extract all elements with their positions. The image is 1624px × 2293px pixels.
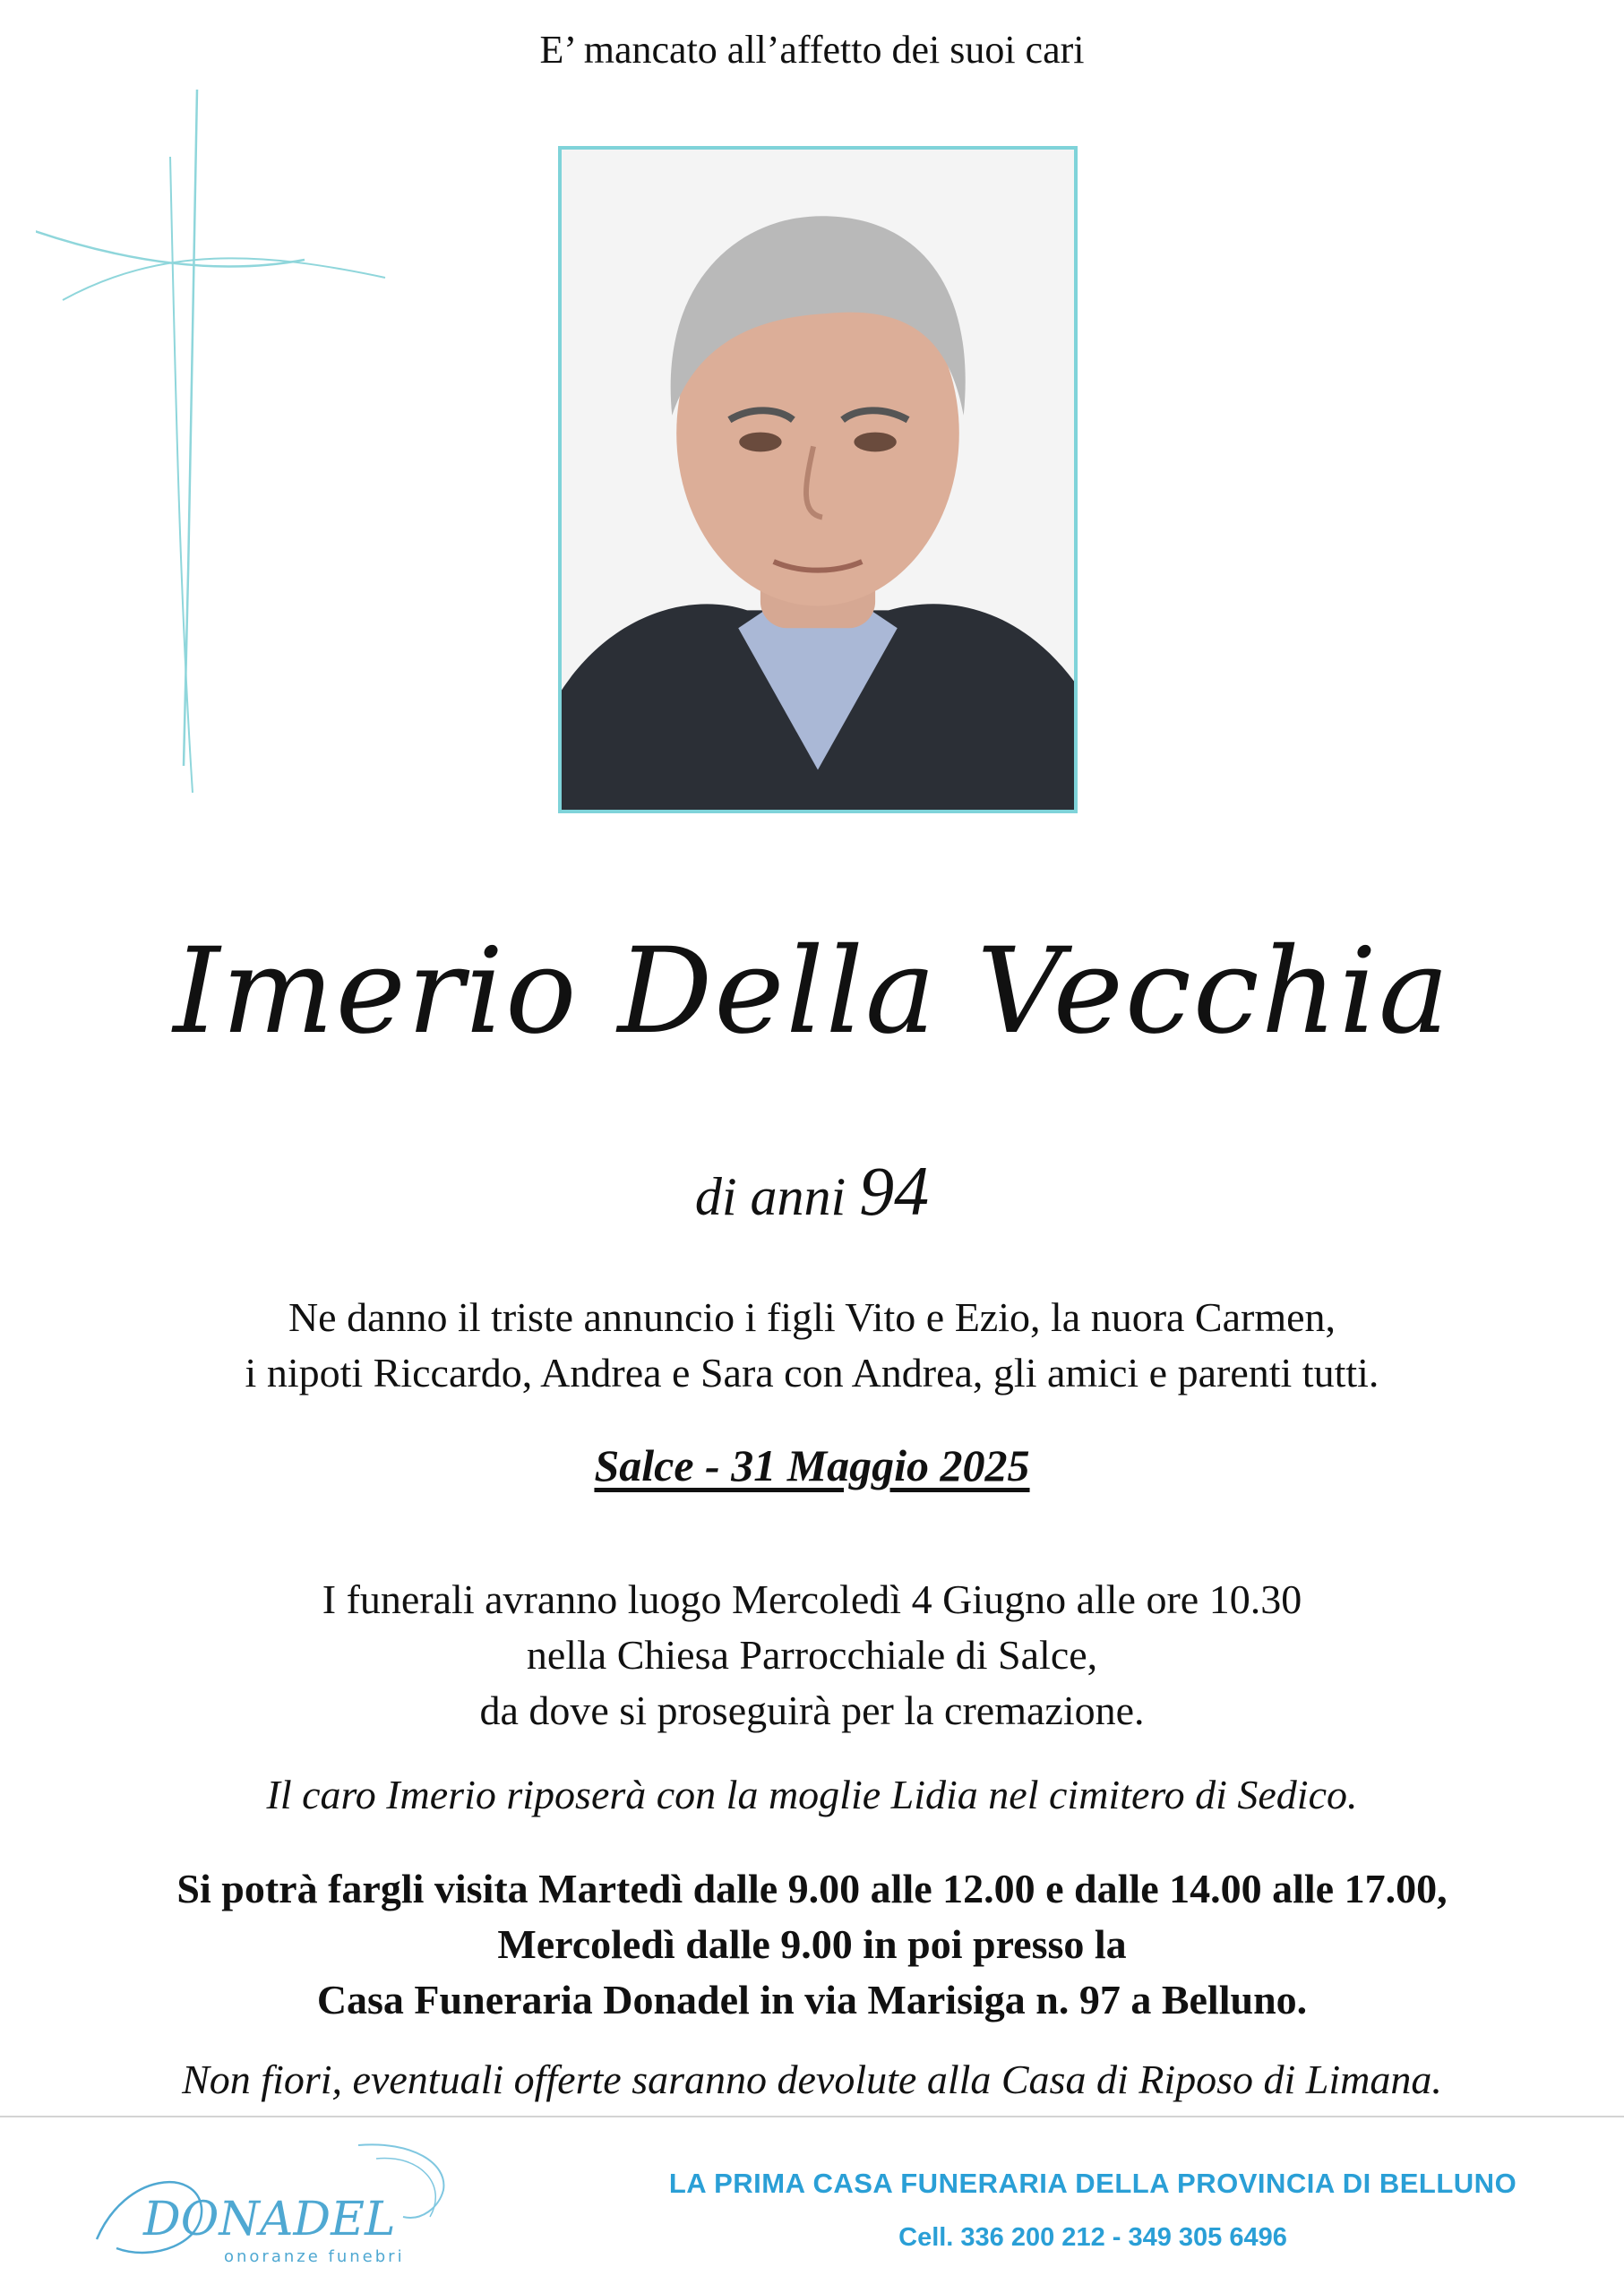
funeral-info <box>0 1572 1624 1739</box>
age-value: 94 <box>859 1152 930 1230</box>
age-prefix: di anni <box>694 1167 846 1226</box>
funeral-line: nella Chiesa Parrocchiale di Salce, <box>526 1632 1098 1678</box>
flowers-note: Non fiori, eventuali offerte saranno devolute alla Casa di Riposo di Limana. <box>182 2057 1442 2102</box>
footer-divider <box>0 2116 1624 2117</box>
intro-text: E’ mancato all’affetto dei suoi cari <box>539 28 1085 72</box>
place-date: Salce - 31 Maggio 2025 <box>594 1440 1030 1490</box>
footer-phones: Cell. 336 200 212 - 349 305 6496 <box>898 2223 1287 2252</box>
announcement-line: i nipoti Riccardo, Andrea e Sara con Andrea, gli amici e parenti tutti. <box>245 1350 1379 1396</box>
burial-note: Il caro Imerio riposerà con la moglie Lidia nel cimitero di Sedico. <box>266 1772 1358 1817</box>
visit-line: Casa Funeraria Donadel in via Marisiga n. 97 a Belluno. <box>316 1977 1308 2022</box>
visit-info <box>0 1861 1624 2028</box>
age-line <box>0 1151 1624 1232</box>
announcement-line: Ne danno il triste annuncio i figli Vito e Ezio, la nuora Carmen, <box>288 1294 1336 1340</box>
logo-name: DONADEL <box>143 2193 396 2246</box>
portrait-photo <box>558 146 1078 813</box>
donadel-logo <box>90 2136 475 2280</box>
announcement <box>0 1290 1624 1401</box>
cross-icon <box>36 85 412 802</box>
funeral-line: da dove si proseguirà per la cremazione. <box>479 1688 1145 1733</box>
deceased-name: Imerio Della Vecchia <box>173 923 1451 1061</box>
footer-tagline: LA PRIMA CASA FUNERARIA DELLA PROVINCIA DI BELLUNO <box>668 2168 1517 2199</box>
logo-subtitle: onoranze funebri <box>224 2247 405 2266</box>
funeral-line: I funerali avranno luogo Mercoledì 4 Giugno alle ore 10.30 <box>322 1576 1302 1622</box>
visit-line: Si potrà fargli visita Martedì dalle 9.00 alle 12.00 e dalle 14.00 alle 17.00, <box>176 1866 1448 1911</box>
visit-line: Mercoledì dalle 9.00 in poi presso la <box>497 1921 1127 1967</box>
